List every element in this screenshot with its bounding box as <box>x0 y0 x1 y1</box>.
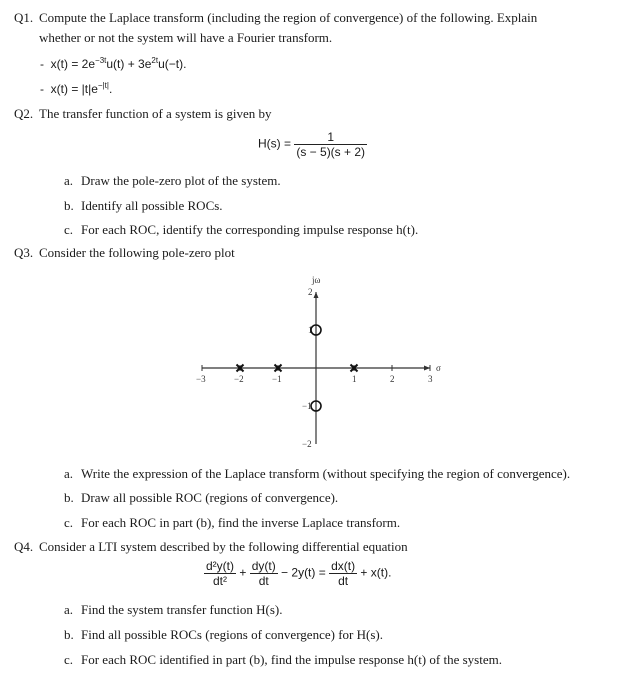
jw-arrow-icon <box>314 292 319 298</box>
fraction <box>204 559 236 588</box>
q3-part-c: For each ROC in part (b), find the inverse Laplace transform. <box>81 515 401 530</box>
q3-part-a-label: a. <box>64 466 74 481</box>
x-tick-label: −1 <box>272 374 282 384</box>
q3-part-b: Draw all possible ROC (regions of convergence). <box>81 490 339 505</box>
q2-part-b: Identify all possible ROCs. <box>81 198 223 213</box>
q4-part-b: Find all possible ROCs (regions of convergence) for H(s). <box>81 627 383 642</box>
q1-text-line2: whether or not the system will have a Fourier transform. <box>39 30 333 45</box>
denominator: dt² <box>212 574 227 588</box>
eq-part: x(t) = |t|e <box>50 82 98 96</box>
x-tick-label: −3 <box>196 374 206 384</box>
q1-label: Q1. <box>14 10 34 25</box>
y-tick-label: −2 <box>302 439 312 449</box>
numerator: dy(t) <box>251 559 276 573</box>
eq-part: + <box>239 565 247 580</box>
fraction <box>294 130 367 159</box>
y-tick-label: −1 <box>302 401 312 411</box>
q3-part-b-label: b. <box>64 490 74 505</box>
eq-lhs: H(s) = <box>258 136 291 151</box>
denominator: (s − 5)(s + 2) <box>296 145 366 159</box>
x-tick-label: 1 <box>352 374 357 384</box>
y-axis-label: jω <box>312 275 321 285</box>
eq-part: − 2y(t) = <box>281 565 326 580</box>
denominator: dt <box>258 574 269 588</box>
q3-part-c-label: c. <box>64 515 74 530</box>
q4-text: Consider a LTI system described by the following differential equation <box>39 539 408 554</box>
q1-item2 <box>40 82 112 96</box>
exponent: −3t <box>95 56 107 65</box>
q2-part-a: Draw the pole-zero plot of the system. <box>81 173 281 188</box>
y-tick-label: 2 <box>308 287 313 297</box>
eq-part: . <box>108 82 113 96</box>
q4-label: Q4. <box>14 539 34 554</box>
q2-part-c-label: c. <box>64 222 74 237</box>
exponent: −|t| <box>97 81 109 90</box>
q4-part-b-label: b. <box>64 627 74 642</box>
q1-item1 <box>40 57 186 71</box>
q4-part-a: Find the system transfer function H(s). <box>81 602 283 617</box>
q1-text-line1: Compute the Laplace transform (including the region of convergence) of the following. Explain <box>39 10 538 25</box>
q2-text: The transfer function of a system is given by <box>39 106 272 121</box>
fraction <box>250 559 278 588</box>
exponent: 2t <box>151 56 159 65</box>
pole-zero-plot <box>160 265 460 455</box>
x-tick-label: 3 <box>428 374 433 384</box>
q4-part-c-label: c. <box>64 652 74 667</box>
q2-equation <box>258 130 367 159</box>
eq-part: u(−t). <box>158 57 187 71</box>
eq-part: + x(t). <box>360 565 392 580</box>
eq-part: x(t) = 2e <box>50 57 96 71</box>
sigma-arrow-icon <box>424 366 430 371</box>
q2-part-b-label: b. <box>64 198 74 213</box>
q3-text: Consider the following pole-zero plot <box>39 245 235 260</box>
bullet: - <box>40 57 44 71</box>
numerator: 1 <box>294 130 367 145</box>
q4-part-a-label: a. <box>64 602 74 617</box>
numerator: d²y(t) <box>206 559 234 573</box>
q3-part-a: Write the expression of the Laplace transform (without specifying the region of convergence). <box>81 466 571 481</box>
fraction <box>329 559 357 588</box>
q2-label: Q2. <box>14 106 34 121</box>
q2-part-c: For each ROC, identify the corresponding impulse response h(t). <box>81 222 419 237</box>
q2-part-a-label: a. <box>64 173 74 188</box>
x-tick-label: 2 <box>390 374 395 384</box>
q4-part-c: For each ROC identified in part (b), find the impulse response h(t) of the system. <box>81 652 502 667</box>
denominator: dt <box>338 574 349 588</box>
y-tick-label: 1 <box>308 325 313 335</box>
bullet: - <box>40 82 44 96</box>
x-axis-label: σ <box>436 363 441 373</box>
q4-equation <box>204 559 391 588</box>
x-tick-label: −2 <box>234 374 244 384</box>
eq-part: u(t) + 3e <box>106 57 152 71</box>
q3-label: Q3. <box>14 245 34 260</box>
numerator: dx(t) <box>331 559 356 573</box>
